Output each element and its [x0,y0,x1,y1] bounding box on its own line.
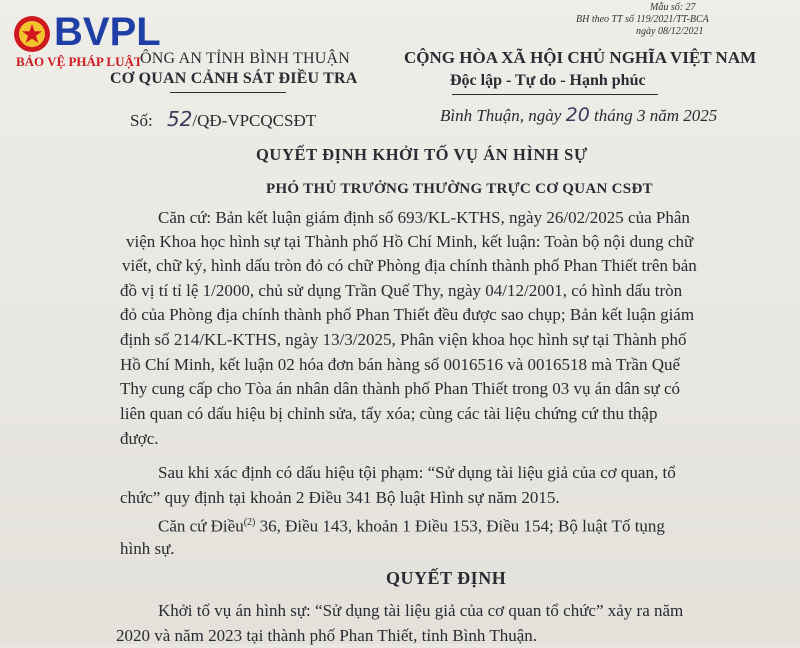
para3-line1 [158,511,665,539]
footnote-ref: (2) [243,517,256,528]
para2-line: chức” quy định tại khoản 2 Điều 341 Bộ luật Hình sự năm 2015. [120,488,560,507]
document-title: QUYẾT ĐỊNH KHỞI TỐ VỤ ÁN HÌNH SỰ [256,145,588,164]
logo-subtitle: BẢO VỆ PHÁP LUẬT [16,54,143,69]
form-number: Mẫu số: 27 [650,2,696,13]
decision-heading: QUYẾT ĐỊNH [386,568,507,588]
para4-line: Khởi tố vụ án hình sự: “Sử dụng tài liệu giả của cơ quan tổ chức” xảy ra năm [158,601,684,620]
document-subtitle: PHÓ THỦ TRƯỞNG THƯỜNG TRỰC CƠ QUAN CSĐT [266,181,653,197]
para3-text-b: 36, Điều 143, khoản 1 Điều 153, Điều 154; Bộ luật Tố tụng [255,516,665,536]
logo-brand-text: BVPL [54,10,161,54]
date-suffix: tháng 3 năm 2025 [594,106,718,125]
agency-parent: ÔNG AN TỈNH BÌNH THUẬN [140,50,351,67]
national-motto: Độc lập - Tự do - Hạnh phúc [450,72,646,89]
para1-line: liên quan có dấu hiệu bị chỉnh sửa, tẩy xóa; cùng các tài liệu chứng cứ thu thập [120,404,658,423]
para1-line: đỏ của Phòng địa chính thành phố Phan Thiết đều được sao chụp; Bản kết luận giám [120,305,695,324]
form-reference: BH theo TT số 119/2021/TT-BCA [576,14,709,25]
para1-line: Căn cứ: Bản kết luận giám định số 693/KL-KTHS, ngày 26/02/2025 của Phân [158,208,690,227]
para4-line: 2020 và năm 2023 tại thành phố Phan Thiết, tỉnh Bình Thuận. [116,626,538,645]
para1-line: Hồ Chí Minh, kết luận 02 hóa đơn bán hàng số 0016516 và 0016518 mà Trần Quế [120,355,681,374]
agency-underline [170,92,286,93]
agency-name: CƠ QUAN CẢNH SÁT ĐIỀU TRA [110,70,358,87]
doc-number-prefix: Số: [130,111,153,130]
para3-text-a: Căn cứ Điều [158,516,244,536]
para1-line: được. [120,429,159,448]
date-prefix: Bình Thuận, ngày [440,106,562,125]
doc-number-handwritten: 52 [166,107,193,131]
motto-underline [452,94,658,95]
para1-line: đồ vị tí tỉ lệ 1/2000, chủ sử dụng Trần Quế Thy, ngày 04/12/2001, có hình dấu tròn [120,281,683,300]
date-day-handwritten: 20 [565,104,590,126]
police-emblem-icon [12,14,52,54]
country-name: CỘNG HÒA XÃ HỘI CHỦ NGHĨA VIỆT NAM [404,48,757,67]
para2-line: Sau khi xác định có dấu hiệu tội phạm: “Sử dụng tài liệu giả của cơ quan, tổ [158,463,676,482]
para1-line: viện Khoa học hình sự tại Thành phố Hồ Chí Minh, kết luận: Toàn bộ nội dung chữ [126,232,694,251]
doc-number [130,107,316,133]
para1-line: viết, chữ ký, hình dấu tròn đỏ có chữ Phòng địa chính thành phố Phan Thiết trên bản [122,256,697,275]
doc-number-suffix: /QĐ-VPCQCSĐT [192,111,317,130]
form-date: ngày 08/12/2021 [636,26,704,37]
date-line [440,103,717,128]
para3-line2: hình sự. [120,539,175,558]
para1-line: Thy cung cấp cho Tòa án nhân dân thành phố Phan Thiết trong 03 vụ án dân sự có [120,379,681,398]
para1-line: định số 214/KL-KTHS, ngày 13/3/2025, Phân viện khoa học hình sự tại Thành phố [120,330,687,349]
